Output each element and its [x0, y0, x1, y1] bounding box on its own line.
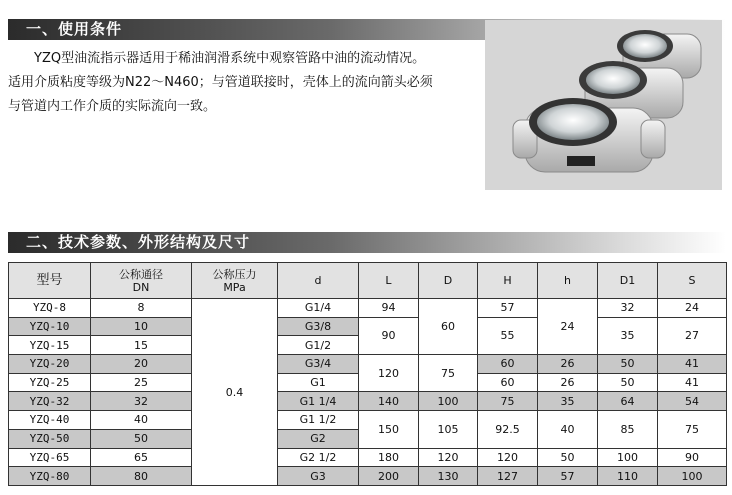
cell-h: 40 [538, 411, 598, 448]
cell-d: G1 1/4 [278, 392, 359, 411]
spec-table [8, 262, 727, 486]
header-dn-label: 公称通径 [119, 267, 163, 281]
cell-L: 150 [359, 411, 419, 448]
cell-pressure: 0.4 [192, 299, 278, 486]
header-model: 型号 [9, 263, 91, 299]
cell-dn: 10 [91, 317, 192, 336]
cell-S: 90 [658, 448, 727, 467]
cell-dn: 40 [91, 411, 192, 430]
cell-D: 60 [419, 299, 478, 355]
description-line-1: YZQ型油流指示器适用于稀油润滑系统中观察管路中油的流动情况。 [34, 51, 426, 66]
cell-D1: 85 [598, 411, 658, 448]
cell-dn: 50 [91, 429, 192, 448]
cell-d: G3/8 [278, 317, 359, 336]
cell-S: 41 [658, 355, 727, 374]
cell-D: 120 [419, 448, 478, 467]
cell-model: YZQ-25 [9, 373, 91, 392]
cell-H: 60 [478, 355, 538, 374]
cell-H: 60 [478, 373, 538, 392]
cell-d: G1 1/2 [278, 411, 359, 430]
cell-model: YZQ-80 [9, 467, 91, 486]
cell-d: G3/4 [278, 355, 359, 374]
cell-d: G2 [278, 429, 359, 448]
cell-S: 100 [658, 467, 727, 486]
cell-D: 130 [419, 467, 478, 486]
cell-h: 24 [538, 299, 598, 355]
cell-L: 200 [359, 467, 419, 486]
cell-H: 57 [478, 299, 538, 318]
table-row [9, 317, 727, 336]
cell-dn: 20 [91, 355, 192, 374]
cell-model: YZQ-65 [9, 448, 91, 467]
description-line-3: 与管道内工作介质的实际流向一致。 [8, 99, 217, 114]
cell-D: 105 [419, 411, 478, 448]
header-D: D [419, 263, 478, 299]
cell-S: 24 [658, 299, 727, 318]
section-title-specs: 二、技术参数、外形结构及尺寸 [8, 232, 726, 253]
table-row [9, 448, 727, 467]
usage-description [8, 47, 470, 119]
cell-dn: 15 [91, 336, 192, 355]
cell-model: YZQ-50 [9, 429, 91, 448]
cell-D: 100 [419, 392, 478, 411]
table-row [9, 299, 727, 318]
cell-model: YZQ-15 [9, 336, 91, 355]
cell-h: 35 [538, 392, 598, 411]
cell-L: 94 [359, 299, 419, 318]
product-photo [485, 20, 722, 190]
cell-D1: 50 [598, 373, 658, 392]
header-pressure-label: 公称压力 [212, 267, 257, 281]
table-row [9, 467, 727, 486]
cell-D: 75 [419, 355, 478, 392]
cell-H: 55 [478, 317, 538, 354]
table-row [9, 392, 727, 411]
cell-d: G3 [278, 467, 359, 486]
cell-H: 75 [478, 392, 538, 411]
cell-L: 90 [359, 317, 419, 354]
oil-flow-indicator-image [485, 20, 722, 190]
cell-D1: 35 [598, 317, 658, 354]
cell-dn: 80 [91, 467, 192, 486]
cell-model: YZQ-32 [9, 392, 91, 411]
table-row [9, 411, 727, 430]
cell-S: 41 [658, 373, 727, 392]
cell-h: 57 [538, 467, 598, 486]
section-title-usage: 一、使用条件 [8, 19, 726, 40]
cell-d: G1/2 [278, 336, 359, 355]
header-D1: D1 [598, 263, 658, 299]
cell-D1: 64 [598, 392, 658, 411]
description-line-2: 适用介质粘度等级为N22～N460；与管道联接时，壳体上的流向箭头必须 [8, 75, 433, 90]
cell-dn: 32 [91, 392, 192, 411]
cell-dn: 65 [91, 448, 192, 467]
table-row [9, 355, 727, 374]
cell-D1: 32 [598, 299, 658, 318]
header-dn [91, 263, 192, 299]
cell-S: 27 [658, 317, 727, 354]
header-h: h [538, 263, 598, 299]
cell-dn: 25 [91, 373, 192, 392]
header-S: S [658, 263, 727, 299]
cell-d: G1/4 [278, 299, 359, 318]
header-L: L [359, 263, 419, 299]
cell-D1: 100 [598, 448, 658, 467]
cell-model: YZQ-8 [9, 299, 91, 318]
cell-L: 140 [359, 392, 419, 411]
cell-D1: 110 [598, 467, 658, 486]
header-dn-unit: DN [132, 280, 150, 294]
cell-h: 50 [538, 448, 598, 467]
cell-model: YZQ-40 [9, 411, 91, 430]
cell-d: G1 [278, 373, 359, 392]
cell-h: 26 [538, 373, 598, 392]
cell-D1: 50 [598, 355, 658, 374]
cell-L: 180 [359, 448, 419, 467]
cell-S: 54 [658, 392, 727, 411]
header-pressure [192, 263, 278, 299]
cell-model: YZQ-20 [9, 355, 91, 374]
cell-dn: 8 [91, 299, 192, 318]
header-H: H [478, 263, 538, 299]
cell-H: 92.5 [478, 411, 538, 448]
cell-h: 26 [538, 355, 598, 374]
cell-H: 127 [478, 467, 538, 486]
header-pressure-unit: MPa [223, 280, 246, 294]
cell-d: G2 1/2 [278, 448, 359, 467]
cell-S: 75 [658, 411, 727, 448]
cell-H: 120 [478, 448, 538, 467]
cell-L: 120 [359, 355, 419, 392]
cell-model: YZQ-10 [9, 317, 91, 336]
header-d: d [278, 263, 359, 299]
table-header-row [9, 263, 727, 299]
